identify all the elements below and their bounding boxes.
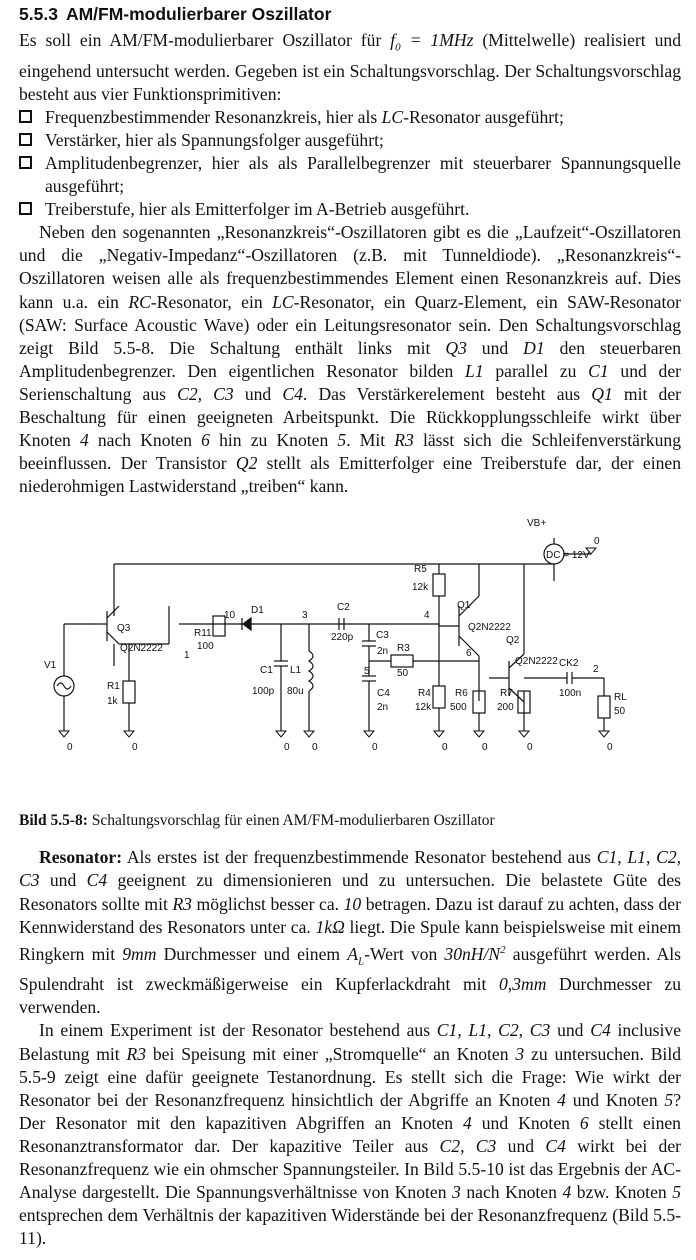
label-r1-value: 1k bbox=[107, 696, 118, 708]
text-segment: 4 bbox=[79, 430, 89, 451]
text-segment: C4 bbox=[282, 383, 303, 404]
list-item bbox=[19, 152, 681, 198]
text-segment: geeignent zu dimensionieren und zu untersuchen. Die belastete Güte des Resonators sollte mit bbox=[19, 870, 682, 914]
label-q3-model: Q2N2222 bbox=[120, 643, 163, 655]
text-segment: 1kΩ bbox=[315, 916, 345, 937]
label-q2: Q2 bbox=[506, 635, 520, 647]
label-c2: C2 bbox=[337, 602, 350, 614]
ground-label: 0 bbox=[67, 742, 73, 754]
text-segment: C1 bbox=[588, 360, 609, 381]
label-r4-value: 12k bbox=[415, 702, 432, 714]
node-6: 6 bbox=[466, 648, 472, 660]
label-r3: R3 bbox=[397, 643, 410, 655]
text-segment: und der Serienschaltung aus bbox=[19, 360, 681, 404]
node-10: 10 bbox=[224, 610, 236, 622]
checkbox-bullet-icon bbox=[19, 133, 32, 146]
text-segment: und bbox=[233, 383, 283, 404]
circuit-figure bbox=[19, 506, 681, 811]
checkbox-bullet-icon bbox=[19, 202, 32, 215]
text-segment: 6 bbox=[579, 1112, 589, 1133]
list-item-italic: LC bbox=[381, 106, 404, 127]
text-segment: 3 bbox=[452, 1182, 461, 1203]
label-c1-value: 100p bbox=[252, 686, 275, 698]
label-rl: RL bbox=[614, 692, 627, 704]
text-segment: R3 bbox=[394, 430, 414, 451]
text-segment: L bbox=[357, 955, 365, 968]
text-segment: und Knoten bbox=[565, 1089, 665, 1110]
ground-label: 0 bbox=[284, 742, 290, 754]
label-ck2-value: 100n bbox=[559, 688, 582, 700]
text-segment: C4 bbox=[86, 870, 108, 891]
list-item bbox=[19, 106, 681, 129]
text-segment: Q3 bbox=[445, 337, 467, 358]
text-segment: 4 bbox=[557, 1089, 566, 1110]
label-vb: VB+ bbox=[527, 518, 547, 530]
label-r1: R1 bbox=[107, 681, 120, 693]
text-segment: 5 bbox=[672, 1182, 682, 1203]
list-item-text: Treiberstufe, hier als Emitterfolger im A-Betrieb ausgeführt. bbox=[45, 199, 470, 220]
text-segment: bzw. Knoten bbox=[571, 1182, 673, 1203]
text-segment: D1 bbox=[523, 337, 545, 358]
label-r11-value: 100 bbox=[197, 641, 214, 653]
intro-paragraph bbox=[19, 29, 681, 106]
text-segment: und bbox=[496, 1135, 546, 1156]
label-rl-value: 50 bbox=[614, 706, 626, 718]
intro-text-1: Es soll ein AM/FM-modulierbarer Oszillator für bbox=[19, 30, 391, 50]
paragraph-experiment bbox=[19, 1019, 681, 1250]
label-r11: R11 bbox=[194, 628, 212, 640]
text-segment: liegt. Die Spule kann beispielsweise mit einem Ringkern mit bbox=[19, 916, 681, 964]
text-segment: stellt einen Resonanztransformator dar. Der kapazitive Teiler aus bbox=[19, 1112, 681, 1156]
text-segment: Neben den sogenannten „Resonanzkreis“-Oszillatoren gibt es die „Laufzeit“-Oszillatoren und die „Negativ-Impedanz“-Oszillatoren (z.B. mit Tunneldiode). „Resonanzkreis“-Oszillatoren weisen alle als frequenzbestimmendes Element einen Resonanzkreis auf. Dies kann u.a. ein bbox=[19, 222, 681, 312]
label-q2-model: Q2N2222 bbox=[515, 656, 558, 668]
text-segment: wirkt bei der Resonanzfrequenz wie ein ohmscher Spannungsteiler. In Bild 5.5-10 ist das Ergebnis der AC-Analyse dargestellt. Die Spannungsverhältnisse von Knoten bbox=[19, 1135, 681, 1203]
label-c3-value: 2n bbox=[377, 646, 389, 658]
label-r7: R7 bbox=[500, 688, 513, 700]
text-segment: 30nH/N bbox=[444, 943, 501, 964]
text-segment: mit der Beschaltung für einen geeigneten Arbeitspunkt. Die Rückkopplungsschleife wirkt über Knoten bbox=[19, 383, 681, 451]
ground-label: 0 bbox=[372, 742, 378, 754]
label-q1: Q1 bbox=[457, 600, 471, 612]
text-segment: betragen. Dazu ist darauf zu achten, dass der Kennwiderstand des Resonators unter ca. bbox=[19, 893, 681, 937]
f0-value: = 1MHz bbox=[400, 30, 474, 50]
text-segment: . Das Verstärkerelement besteht aus bbox=[302, 383, 592, 404]
label-r7-value: 200 bbox=[497, 702, 514, 714]
text-segment: R3 bbox=[172, 893, 192, 914]
ground-label: 0 bbox=[132, 742, 138, 754]
text-segment: parallel zu bbox=[483, 360, 589, 381]
label-dc: DC = 12V bbox=[546, 550, 590, 562]
text-segment: Durchmesser zu verwenden. bbox=[19, 974, 681, 1018]
label-r5-value: 12k bbox=[412, 582, 429, 594]
node-1: 1 bbox=[184, 650, 190, 662]
text-segment: R3 bbox=[126, 1043, 147, 1064]
text-segment: lässt sich die Schleifenverstärkung beeinflussen. Der Transistor bbox=[19, 430, 681, 474]
text-segment: C4 bbox=[590, 1020, 611, 1041]
text-segment: 4 bbox=[562, 1182, 572, 1203]
text-segment: 0,3mm bbox=[499, 974, 547, 995]
text-segment: RC bbox=[128, 291, 151, 312]
text-segment: Als erstes ist der frequenzbestimmende Resonator bestehend aus bbox=[122, 847, 597, 868]
text-segment: In einem Experiment ist der Resonator bestehend aus bbox=[39, 1020, 437, 1041]
text-segment: Q1 bbox=[591, 383, 613, 404]
text-segment: C2, C3 bbox=[439, 1135, 497, 1156]
text-segment: Q2 bbox=[235, 453, 258, 474]
label-v1: V1 bbox=[44, 660, 57, 672]
list-item bbox=[19, 198, 681, 221]
text-segment: bei Speisung mit einer „Stromquelle“ an Knoten bbox=[146, 1043, 516, 1064]
list-item bbox=[19, 129, 681, 152]
text-segment: und Knoten bbox=[471, 1112, 580, 1133]
text-segment: Resonator: bbox=[39, 847, 123, 868]
node-5: 5 bbox=[364, 666, 370, 678]
text-segment: . Mit bbox=[346, 430, 395, 451]
text-segment: L1 bbox=[465, 360, 484, 381]
text-segment: und bbox=[39, 870, 87, 891]
ground-label: 0 bbox=[482, 742, 488, 754]
text-segment: 5 bbox=[664, 1089, 674, 1110]
label-r6: R6 bbox=[455, 688, 468, 700]
text-segment: und bbox=[466, 337, 524, 358]
label-q1-model: Q2N2222 bbox=[468, 622, 511, 634]
text-segment: ? Der Resonator mit den kapazitiven Abgriffen an Knoten bbox=[19, 1089, 681, 1133]
text-segment: C1, L1, C2, C3 bbox=[436, 1020, 551, 1041]
function-primitives-list bbox=[19, 106, 681, 221]
label-q3: Q3 bbox=[117, 623, 131, 635]
text-segment: inclusive Belastung mit bbox=[19, 1020, 681, 1064]
label-r6-value: 500 bbox=[450, 702, 467, 714]
text-segment: A bbox=[347, 943, 358, 964]
label-r3-value: 50 bbox=[397, 668, 409, 680]
label-c2-value: 220p bbox=[331, 632, 354, 644]
list-item-text: Verstärker, hier als Spannungsfolger ausgeführt; bbox=[45, 129, 384, 150]
checkbox-bullet-icon bbox=[19, 156, 32, 169]
caption-text: Schaltungsvorschlag für einen AM/FM-modulierbaren Oszillator bbox=[87, 812, 495, 830]
text-segment: hin zu Knoten bbox=[209, 430, 338, 451]
text-segment: 9mm bbox=[122, 943, 157, 964]
text-segment: den steuerbaren Amplitudenbegrenzer. Den eigentlichen Resonator bilden bbox=[19, 337, 682, 381]
label-l1-value: 80u bbox=[287, 686, 304, 698]
node-3: 3 bbox=[302, 610, 308, 622]
text-segment: 5 bbox=[337, 430, 347, 451]
text-segment: und bbox=[550, 1020, 591, 1041]
text-segment: 4 bbox=[462, 1112, 472, 1133]
text-segment: C1, L1, C2, C3 bbox=[19, 847, 682, 891]
text-segment: stellt als Emitterfolger eine Treiberstufe dar, der einen niederohmigen Lastwiderstand „treiben“ kann. bbox=[19, 453, 681, 497]
text-segment: entsprechen dem Verhältnis der kapazitiven Widerstände bei der Resonanzfrequenz (Bild 5.5-11). bbox=[19, 1205, 681, 1249]
text-segment: nach Knoten bbox=[88, 430, 202, 451]
ground-label: 0 bbox=[527, 742, 533, 754]
ground-label: 0 bbox=[594, 536, 600, 548]
text-segment: nach Knoten bbox=[460, 1182, 563, 1203]
f0-subscript: 0 bbox=[395, 41, 401, 54]
label-r5: R5 bbox=[414, 564, 427, 576]
section-heading bbox=[19, 4, 681, 24]
list-item-text: -Resonator ausgeführt; bbox=[403, 106, 564, 127]
figure-caption bbox=[19, 811, 681, 831]
label-l1: L1 bbox=[290, 665, 302, 677]
label-c1: C1 bbox=[260, 665, 273, 677]
text-segment: zu untersuchen. Bild 5.5-9 zeigt eine dafür geeignete Testanordnung. Es stellt sich die Frage: Wie wirkt der Resonator bei der Resonanzfrequenz hinsichtlich der Abgriffe an Knoten bbox=[19, 1043, 682, 1110]
list-item-text: Frequenzbestimmender Resonanzkreis, hier als bbox=[45, 106, 382, 127]
f0-symbol: f bbox=[390, 30, 396, 50]
text-segment: -Resonator, ein Quarz-Element, ein SAW-Resonator (SAW: Surface Acoustic Wave) oder ein Leitungsresonator sein. Den Schaltungsvorschlag zeigt Bild 5.5-8. Die Schaltung enthält links mit bbox=[19, 291, 681, 358]
circuit-schematic bbox=[19, 506, 681, 811]
label-c3: C3 bbox=[376, 630, 389, 642]
label-c4: C4 bbox=[377, 688, 390, 700]
text-segment: LC bbox=[272, 291, 294, 312]
text-segment: möglichst besser ca. bbox=[191, 893, 344, 914]
section-title: AM/FM-modulierbarer Oszillator bbox=[65, 4, 332, 24]
node-4: 4 bbox=[424, 610, 430, 622]
caption-label: Bild 5.5-8: bbox=[19, 812, 88, 830]
label-r4: R4 bbox=[418, 688, 431, 700]
label-c4-value: 2n bbox=[377, 702, 389, 714]
intro-text-2: (Mittelwelle) realisiert und eingehend untersucht werden. Gegeben ist ein Schaltungsvorschlag. Der Schaltungsvorschlag besteht aus vier Funktionsprimitiven: bbox=[19, 30, 682, 104]
paragraph-resonator bbox=[19, 846, 681, 1019]
section-number: 5.5.3 bbox=[19, 4, 58, 24]
list-item-text: Amplitudenbegrenzer, hier als als Parallelbegrenzer mit steuerbarer Spannungsquelle ausgeführt; bbox=[45, 152, 681, 197]
page bbox=[19, 0, 681, 1250]
text-segment: 3 bbox=[515, 1043, 525, 1064]
ground-label: 0 bbox=[607, 742, 613, 754]
ground-label: 0 bbox=[312, 742, 318, 754]
text-segment: Durchmesser und einem bbox=[156, 943, 348, 964]
text-segment: C4 bbox=[545, 1135, 566, 1156]
label-ck2: CK2 bbox=[559, 658, 579, 670]
text-segment: 6 bbox=[201, 430, 210, 451]
text-segment: -Resonator, ein bbox=[150, 291, 273, 312]
ground-label: 0 bbox=[442, 742, 448, 754]
text-segment: C2, C3 bbox=[177, 383, 234, 404]
node-2: 2 bbox=[593, 664, 599, 676]
paragraph-oscillator-types bbox=[19, 221, 681, 498]
checkbox-bullet-icon bbox=[19, 110, 32, 123]
text-segment: 2 bbox=[500, 943, 506, 956]
text-segment: 10 bbox=[343, 893, 362, 914]
text-segment: -Wert von bbox=[364, 943, 445, 964]
label-d1: D1 bbox=[251, 605, 264, 617]
text-segment: ausgeführt werden. Als Spulendraht ist zweckmäßigerweise ein Kupferlackdraht mit bbox=[19, 943, 681, 995]
